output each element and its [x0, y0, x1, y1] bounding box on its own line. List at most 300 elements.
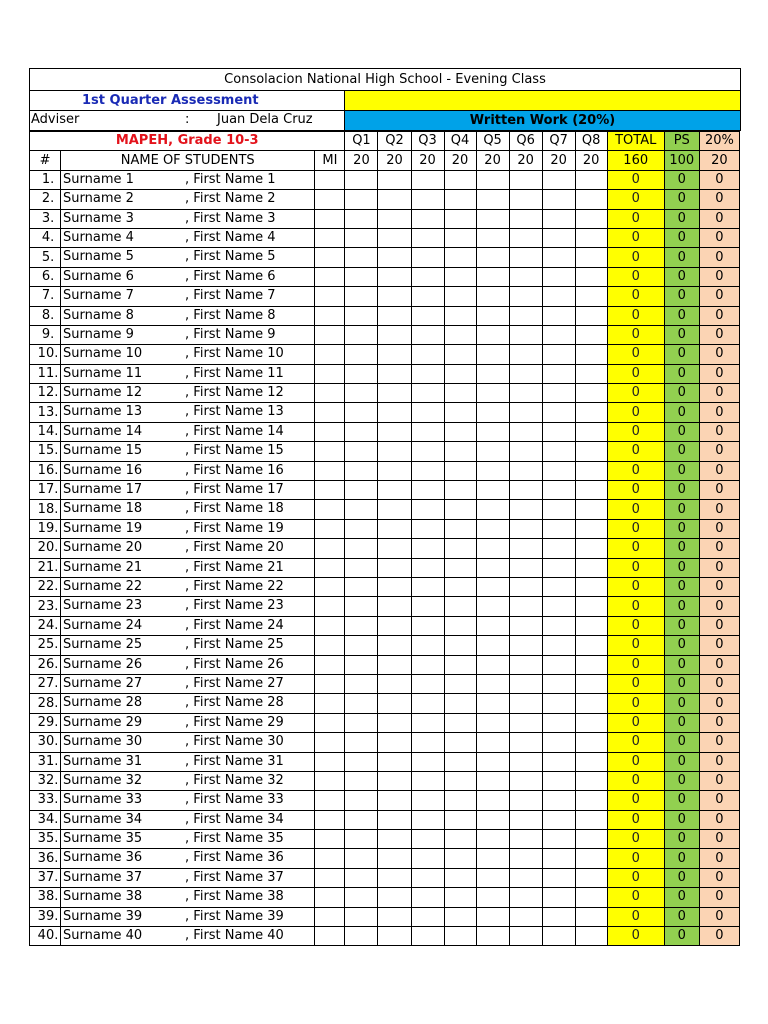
quiz-score-cell-q2[interactable]	[378, 364, 411, 383]
quiz-score-cell-q3[interactable]	[411, 577, 444, 596]
quiz-score-cell-q8[interactable]	[575, 616, 607, 635]
quiz-score-cell-q8[interactable]	[575, 190, 607, 209]
quiz-score-cell-q3[interactable]	[411, 655, 444, 674]
quiz-score-cell-q8[interactable]	[575, 674, 607, 693]
quiz-score-cell-q3[interactable]	[411, 500, 444, 519]
quiz-score-cell-q3[interactable]	[411, 868, 444, 887]
mi-cell[interactable]	[315, 287, 345, 306]
student-name-cell[interactable]	[61, 927, 315, 946]
quiz-score-cell-q5[interactable]	[476, 655, 509, 674]
student-name-cell[interactable]	[61, 810, 315, 829]
quiz-score-cell-q5[interactable]	[476, 616, 509, 635]
quiz-score-cell-q2[interactable]	[378, 597, 411, 616]
quiz-score-cell-q8[interactable]	[575, 500, 607, 519]
quiz-score-cell-q2[interactable]	[378, 616, 411, 635]
quiz-score-cell-q6[interactable]	[509, 577, 542, 596]
quiz-score-cell-q4[interactable]	[444, 287, 476, 306]
quiz-score-cell-q3[interactable]	[411, 442, 444, 461]
quiz-score-cell-q1[interactable]	[345, 577, 378, 596]
quiz-score-cell-q2[interactable]	[378, 539, 411, 558]
quiz-score-cell-q7[interactable]	[542, 539, 575, 558]
quiz-score-cell-q4[interactable]	[444, 752, 476, 771]
quiz-score-cell-q5[interactable]	[476, 209, 509, 228]
student-name-cell[interactable]	[61, 577, 315, 596]
quiz-score-cell-q8[interactable]	[575, 403, 607, 422]
quiz-score-cell-q1[interactable]	[345, 170, 378, 189]
quiz-score-cell-q7[interactable]	[542, 364, 575, 383]
mi-cell[interactable]	[315, 442, 345, 461]
quiz-score-cell-q4[interactable]	[444, 364, 476, 383]
quiz-score-cell-q1[interactable]	[345, 481, 378, 500]
quiz-score-cell-q8[interactable]	[575, 519, 607, 538]
quiz-score-cell-q8[interactable]	[575, 907, 607, 926]
student-name-cell[interactable]	[61, 403, 315, 422]
quiz-score-cell-q3[interactable]	[411, 888, 444, 907]
quiz-score-cell-q1[interactable]	[345, 849, 378, 868]
quiz-score-cell-q3[interactable]	[411, 713, 444, 732]
mi-cell[interactable]	[315, 927, 345, 946]
quiz-score-cell-q6[interactable]	[509, 868, 542, 887]
quiz-score-cell-q7[interactable]	[542, 830, 575, 849]
quiz-score-cell-q2[interactable]	[378, 810, 411, 829]
quiz-score-cell-q2[interactable]	[378, 248, 411, 267]
quiz-score-cell-q2[interactable]	[378, 694, 411, 713]
mi-cell[interactable]	[315, 170, 345, 189]
quiz-score-cell-q5[interactable]	[476, 539, 509, 558]
quiz-score-cell-q3[interactable]	[411, 539, 444, 558]
quiz-score-cell-q2[interactable]	[378, 461, 411, 480]
quiz-score-cell-q8[interactable]	[575, 267, 607, 286]
mi-cell[interactable]	[315, 771, 345, 790]
student-name-cell[interactable]	[61, 325, 315, 344]
quiz-score-cell-q4[interactable]	[444, 190, 476, 209]
quiz-score-cell-q6[interactable]	[509, 325, 542, 344]
quiz-score-cell-q4[interactable]	[444, 422, 476, 441]
quiz-score-cell-q3[interactable]	[411, 597, 444, 616]
quiz-score-cell-q1[interactable]	[345, 461, 378, 480]
quiz-score-cell-q3[interactable]	[411, 907, 444, 926]
quiz-score-cell-q4[interactable]	[444, 830, 476, 849]
quiz-score-cell-q3[interactable]	[411, 674, 444, 693]
quiz-score-cell-q6[interactable]	[509, 267, 542, 286]
quiz-score-cell-q7[interactable]	[542, 481, 575, 500]
quiz-score-cell-q6[interactable]	[509, 306, 542, 325]
quiz-score-cell-q3[interactable]	[411, 228, 444, 247]
quiz-score-cell-q4[interactable]	[444, 927, 476, 946]
quiz-score-cell-q8[interactable]	[575, 791, 607, 810]
quiz-score-cell-q5[interactable]	[476, 345, 509, 364]
quiz-score-cell-q3[interactable]	[411, 267, 444, 286]
quiz-score-cell-q4[interactable]	[444, 655, 476, 674]
quiz-score-cell-q8[interactable]	[575, 306, 607, 325]
quiz-score-cell-q7[interactable]	[542, 577, 575, 596]
quiz-score-cell-q6[interactable]	[509, 519, 542, 538]
quiz-score-cell-q3[interactable]	[411, 771, 444, 790]
quiz-score-cell-q6[interactable]	[509, 248, 542, 267]
quiz-score-cell-q3[interactable]	[411, 209, 444, 228]
quiz-score-cell-q4[interactable]	[444, 539, 476, 558]
quiz-score-cell-q1[interactable]	[345, 927, 378, 946]
quiz-score-cell-q6[interactable]	[509, 849, 542, 868]
quiz-score-cell-q2[interactable]	[378, 519, 411, 538]
quiz-score-cell-q2[interactable]	[378, 170, 411, 189]
student-name-cell[interactable]	[61, 713, 315, 732]
mi-cell[interactable]	[315, 636, 345, 655]
quiz-score-cell-q5[interactable]	[476, 927, 509, 946]
student-name-cell[interactable]	[61, 907, 315, 926]
quiz-score-cell-q2[interactable]	[378, 228, 411, 247]
quiz-score-cell-q7[interactable]	[542, 868, 575, 887]
student-name-cell[interactable]	[61, 287, 315, 306]
quiz-score-cell-q2[interactable]	[378, 287, 411, 306]
quiz-score-cell-q6[interactable]	[509, 636, 542, 655]
mi-cell[interactable]	[315, 655, 345, 674]
student-name-cell[interactable]	[61, 868, 315, 887]
quiz-score-cell-q1[interactable]	[345, 519, 378, 538]
quiz-score-cell-q2[interactable]	[378, 577, 411, 596]
student-name-cell[interactable]	[61, 364, 315, 383]
quiz-score-cell-q1[interactable]	[345, 655, 378, 674]
quiz-score-cell-q6[interactable]	[509, 597, 542, 616]
quiz-score-cell-q3[interactable]	[411, 248, 444, 267]
quiz-score-cell-q4[interactable]	[444, 616, 476, 635]
quiz-score-cell-q1[interactable]	[345, 636, 378, 655]
mi-cell[interactable]	[315, 519, 345, 538]
quiz-score-cell-q5[interactable]	[476, 577, 509, 596]
quiz-score-cell-q3[interactable]	[411, 422, 444, 441]
quiz-score-cell-q5[interactable]	[476, 325, 509, 344]
quiz-score-cell-q3[interactable]	[411, 791, 444, 810]
mi-cell[interactable]	[315, 325, 345, 344]
quiz-score-cell-q3[interactable]	[411, 481, 444, 500]
quiz-score-cell-q5[interactable]	[476, 248, 509, 267]
quiz-score-cell-q8[interactable]	[575, 422, 607, 441]
quiz-score-cell-q5[interactable]	[476, 287, 509, 306]
quiz-score-cell-q4[interactable]	[444, 228, 476, 247]
quiz-score-cell-q5[interactable]	[476, 558, 509, 577]
quiz-score-cell-q3[interactable]	[411, 733, 444, 752]
quiz-score-cell-q8[interactable]	[575, 849, 607, 868]
quiz-score-cell-q6[interactable]	[509, 209, 542, 228]
quiz-score-cell-q1[interactable]	[345, 345, 378, 364]
student-name-cell[interactable]	[61, 791, 315, 810]
quiz-score-cell-q6[interactable]	[509, 810, 542, 829]
quiz-score-cell-q4[interactable]	[444, 597, 476, 616]
student-name-cell[interactable]	[61, 248, 315, 267]
quiz-score-cell-q3[interactable]	[411, 636, 444, 655]
quiz-score-cell-q5[interactable]	[476, 461, 509, 480]
quiz-score-cell-q7[interactable]	[542, 888, 575, 907]
student-name-cell[interactable]	[61, 384, 315, 403]
quiz-score-cell-q1[interactable]	[345, 733, 378, 752]
quiz-score-cell-q4[interactable]	[444, 907, 476, 926]
quiz-score-cell-q1[interactable]	[345, 558, 378, 577]
quiz-score-cell-q8[interactable]	[575, 461, 607, 480]
quiz-score-cell-q7[interactable]	[542, 849, 575, 868]
quiz-score-cell-q4[interactable]	[444, 694, 476, 713]
quiz-score-cell-q4[interactable]	[444, 791, 476, 810]
quiz-score-cell-q4[interactable]	[444, 481, 476, 500]
quiz-score-cell-q4[interactable]	[444, 345, 476, 364]
quiz-score-cell-q1[interactable]	[345, 888, 378, 907]
student-name-cell[interactable]	[61, 306, 315, 325]
quiz-score-cell-q8[interactable]	[575, 539, 607, 558]
quiz-score-cell-q5[interactable]	[476, 810, 509, 829]
quiz-score-cell-q2[interactable]	[378, 674, 411, 693]
quiz-score-cell-q8[interactable]	[575, 364, 607, 383]
quiz-score-cell-q8[interactable]	[575, 810, 607, 829]
quiz-score-cell-q7[interactable]	[542, 636, 575, 655]
quiz-score-cell-q7[interactable]	[542, 267, 575, 286]
quiz-score-cell-q4[interactable]	[444, 713, 476, 732]
quiz-score-cell-q1[interactable]	[345, 306, 378, 325]
quiz-score-cell-q1[interactable]	[345, 810, 378, 829]
mi-cell[interactable]	[315, 248, 345, 267]
quiz-score-cell-q5[interactable]	[476, 694, 509, 713]
mi-cell[interactable]	[315, 888, 345, 907]
quiz-score-cell-q6[interactable]	[509, 442, 542, 461]
quiz-score-cell-q4[interactable]	[444, 306, 476, 325]
quiz-score-cell-q7[interactable]	[542, 325, 575, 344]
quiz-score-cell-q8[interactable]	[575, 655, 607, 674]
mi-cell[interactable]	[315, 810, 345, 829]
quiz-score-cell-q2[interactable]	[378, 325, 411, 344]
quiz-score-cell-q4[interactable]	[444, 500, 476, 519]
quiz-score-cell-q7[interactable]	[542, 907, 575, 926]
quiz-score-cell-q2[interactable]	[378, 209, 411, 228]
quiz-score-cell-q5[interactable]	[476, 170, 509, 189]
quiz-score-cell-q7[interactable]	[542, 384, 575, 403]
mi-cell[interactable]	[315, 539, 345, 558]
quiz-score-cell-q8[interactable]	[575, 752, 607, 771]
quiz-score-cell-q7[interactable]	[542, 713, 575, 732]
quiz-score-cell-q3[interactable]	[411, 519, 444, 538]
mi-cell[interactable]	[315, 597, 345, 616]
quiz-score-cell-q1[interactable]	[345, 287, 378, 306]
quiz-score-cell-q5[interactable]	[476, 422, 509, 441]
quiz-score-cell-q1[interactable]	[345, 830, 378, 849]
student-name-cell[interactable]	[61, 209, 315, 228]
quiz-score-cell-q1[interactable]	[345, 616, 378, 635]
quiz-score-cell-q6[interactable]	[509, 345, 542, 364]
quiz-score-cell-q5[interactable]	[476, 267, 509, 286]
quiz-score-cell-q6[interactable]	[509, 287, 542, 306]
quiz-score-cell-q2[interactable]	[378, 752, 411, 771]
quiz-score-cell-q1[interactable]	[345, 694, 378, 713]
student-name-cell[interactable]	[61, 461, 315, 480]
quiz-score-cell-q8[interactable]	[575, 287, 607, 306]
quiz-score-cell-q1[interactable]	[345, 190, 378, 209]
quiz-score-cell-q2[interactable]	[378, 771, 411, 790]
quiz-score-cell-q8[interactable]	[575, 442, 607, 461]
quiz-score-cell-q7[interactable]	[542, 190, 575, 209]
quiz-score-cell-q7[interactable]	[542, 442, 575, 461]
mi-cell[interactable]	[315, 209, 345, 228]
quiz-score-cell-q2[interactable]	[378, 384, 411, 403]
mi-cell[interactable]	[315, 481, 345, 500]
student-name-cell[interactable]	[61, 345, 315, 364]
quiz-score-cell-q4[interactable]	[444, 868, 476, 887]
quiz-score-cell-q3[interactable]	[411, 287, 444, 306]
quiz-score-cell-q2[interactable]	[378, 655, 411, 674]
student-name-cell[interactable]	[61, 771, 315, 790]
quiz-score-cell-q6[interactable]	[509, 694, 542, 713]
quiz-score-cell-q5[interactable]	[476, 442, 509, 461]
quiz-score-cell-q6[interactable]	[509, 170, 542, 189]
mi-cell[interactable]	[315, 674, 345, 693]
quiz-score-cell-q6[interactable]	[509, 830, 542, 849]
quiz-score-cell-q7[interactable]	[542, 733, 575, 752]
student-name-cell[interactable]	[61, 267, 315, 286]
quiz-score-cell-q3[interactable]	[411, 616, 444, 635]
quiz-score-cell-q2[interactable]	[378, 345, 411, 364]
quiz-score-cell-q4[interactable]	[444, 442, 476, 461]
student-name-cell[interactable]	[61, 539, 315, 558]
student-name-cell[interactable]	[61, 655, 315, 674]
quiz-score-cell-q8[interactable]	[575, 868, 607, 887]
quiz-score-cell-q8[interactable]	[575, 170, 607, 189]
student-name-cell[interactable]	[61, 849, 315, 868]
quiz-score-cell-q5[interactable]	[476, 636, 509, 655]
quiz-score-cell-q3[interactable]	[411, 830, 444, 849]
mi-cell[interactable]	[315, 694, 345, 713]
quiz-score-cell-q2[interactable]	[378, 558, 411, 577]
mi-cell[interactable]	[315, 616, 345, 635]
quiz-score-cell-q1[interactable]	[345, 248, 378, 267]
quiz-score-cell-q6[interactable]	[509, 228, 542, 247]
quiz-score-cell-q5[interactable]	[476, 733, 509, 752]
quiz-score-cell-q1[interactable]	[345, 791, 378, 810]
quiz-score-cell-q4[interactable]	[444, 733, 476, 752]
quiz-score-cell-q6[interactable]	[509, 907, 542, 926]
mi-cell[interactable]	[315, 849, 345, 868]
student-name-cell[interactable]	[61, 500, 315, 519]
quiz-score-cell-q5[interactable]	[476, 306, 509, 325]
quiz-score-cell-q6[interactable]	[509, 791, 542, 810]
quiz-score-cell-q4[interactable]	[444, 888, 476, 907]
quiz-score-cell-q7[interactable]	[542, 694, 575, 713]
quiz-score-cell-q6[interactable]	[509, 888, 542, 907]
quiz-score-cell-q8[interactable]	[575, 228, 607, 247]
quiz-score-cell-q5[interactable]	[476, 519, 509, 538]
quiz-score-cell-q7[interactable]	[542, 170, 575, 189]
mi-cell[interactable]	[315, 500, 345, 519]
quiz-score-cell-q7[interactable]	[542, 810, 575, 829]
quiz-score-cell-q2[interactable]	[378, 442, 411, 461]
quiz-score-cell-q7[interactable]	[542, 287, 575, 306]
quiz-score-cell-q8[interactable]	[575, 325, 607, 344]
quiz-score-cell-q3[interactable]	[411, 752, 444, 771]
mi-cell[interactable]	[315, 713, 345, 732]
quiz-score-cell-q1[interactable]	[345, 674, 378, 693]
mi-cell[interactable]	[315, 384, 345, 403]
quiz-score-cell-q4[interactable]	[444, 636, 476, 655]
quiz-score-cell-q5[interactable]	[476, 481, 509, 500]
quiz-score-cell-q4[interactable]	[444, 384, 476, 403]
quiz-score-cell-q2[interactable]	[378, 190, 411, 209]
quiz-score-cell-q8[interactable]	[575, 597, 607, 616]
quiz-score-cell-q2[interactable]	[378, 306, 411, 325]
quiz-score-cell-q7[interactable]	[542, 674, 575, 693]
quiz-score-cell-q2[interactable]	[378, 481, 411, 500]
student-name-cell[interactable]	[61, 519, 315, 538]
mi-cell[interactable]	[315, 345, 345, 364]
quiz-score-cell-q8[interactable]	[575, 345, 607, 364]
quiz-score-cell-q4[interactable]	[444, 674, 476, 693]
quiz-score-cell-q3[interactable]	[411, 325, 444, 344]
quiz-score-cell-q4[interactable]	[444, 461, 476, 480]
quiz-score-cell-q6[interactable]	[509, 461, 542, 480]
quiz-score-cell-q1[interactable]	[345, 539, 378, 558]
quiz-score-cell-q6[interactable]	[509, 713, 542, 732]
quiz-score-cell-q8[interactable]	[575, 713, 607, 732]
quiz-score-cell-q8[interactable]	[575, 733, 607, 752]
quiz-score-cell-q7[interactable]	[542, 345, 575, 364]
mi-cell[interactable]	[315, 461, 345, 480]
quiz-score-cell-q5[interactable]	[476, 849, 509, 868]
quiz-score-cell-q7[interactable]	[542, 771, 575, 790]
quiz-score-cell-q5[interactable]	[476, 791, 509, 810]
quiz-score-cell-q8[interactable]	[575, 209, 607, 228]
quiz-score-cell-q7[interactable]	[542, 655, 575, 674]
quiz-score-cell-q4[interactable]	[444, 170, 476, 189]
quiz-score-cell-q2[interactable]	[378, 500, 411, 519]
quiz-score-cell-q3[interactable]	[411, 810, 444, 829]
quiz-score-cell-q7[interactable]	[542, 422, 575, 441]
quiz-score-cell-q1[interactable]	[345, 228, 378, 247]
quiz-score-cell-q8[interactable]	[575, 248, 607, 267]
quiz-score-cell-q3[interactable]	[411, 403, 444, 422]
quiz-score-cell-q5[interactable]	[476, 907, 509, 926]
quiz-score-cell-q7[interactable]	[542, 519, 575, 538]
quiz-score-cell-q2[interactable]	[378, 403, 411, 422]
quiz-score-cell-q7[interactable]	[542, 248, 575, 267]
quiz-score-cell-q5[interactable]	[476, 597, 509, 616]
quiz-score-cell-q8[interactable]	[575, 577, 607, 596]
mi-cell[interactable]	[315, 907, 345, 926]
quiz-score-cell-q5[interactable]	[476, 364, 509, 383]
student-name-cell[interactable]	[61, 558, 315, 577]
quiz-score-cell-q3[interactable]	[411, 849, 444, 868]
quiz-score-cell-q6[interactable]	[509, 190, 542, 209]
quiz-score-cell-q6[interactable]	[509, 422, 542, 441]
student-name-cell[interactable]	[61, 422, 315, 441]
quiz-score-cell-q4[interactable]	[444, 577, 476, 596]
mi-cell[interactable]	[315, 830, 345, 849]
quiz-score-cell-q6[interactable]	[509, 616, 542, 635]
quiz-score-cell-q5[interactable]	[476, 713, 509, 732]
quiz-score-cell-q4[interactable]	[444, 325, 476, 344]
mi-cell[interactable]	[315, 306, 345, 325]
quiz-score-cell-q5[interactable]	[476, 384, 509, 403]
mi-cell[interactable]	[315, 403, 345, 422]
quiz-score-cell-q2[interactable]	[378, 927, 411, 946]
mi-cell[interactable]	[315, 577, 345, 596]
quiz-score-cell-q3[interactable]	[411, 461, 444, 480]
quiz-score-cell-q7[interactable]	[542, 228, 575, 247]
quiz-score-cell-q4[interactable]	[444, 209, 476, 228]
student-name-cell[interactable]	[61, 597, 315, 616]
mi-cell[interactable]	[315, 228, 345, 247]
student-name-cell[interactable]	[61, 170, 315, 189]
quiz-score-cell-q8[interactable]	[575, 888, 607, 907]
quiz-score-cell-q6[interactable]	[509, 752, 542, 771]
quiz-score-cell-q1[interactable]	[345, 907, 378, 926]
quiz-score-cell-q4[interactable]	[444, 519, 476, 538]
quiz-score-cell-q1[interactable]	[345, 868, 378, 887]
student-name-cell[interactable]	[61, 733, 315, 752]
quiz-score-cell-q5[interactable]	[476, 403, 509, 422]
